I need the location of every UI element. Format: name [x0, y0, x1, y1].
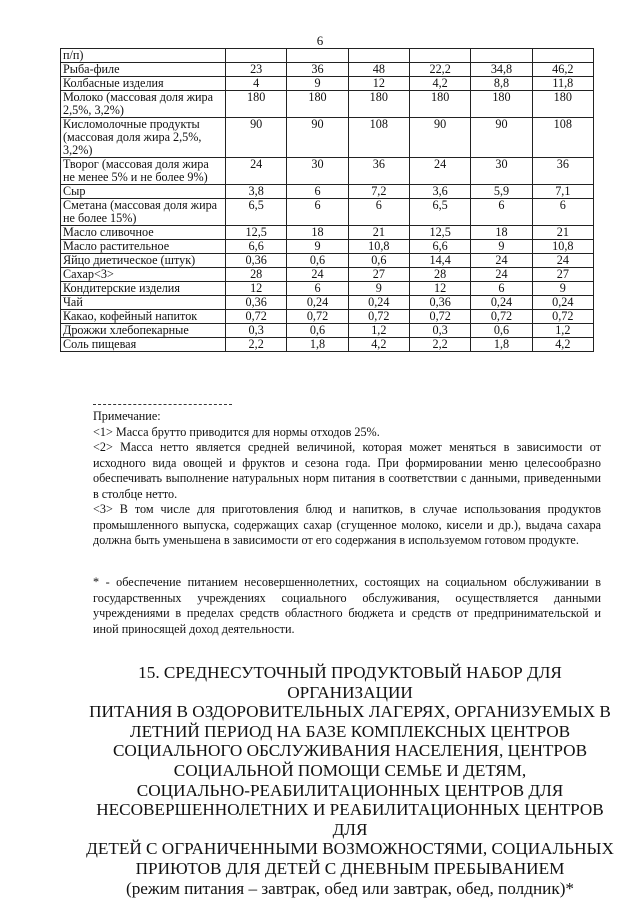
- value-cell: 0,72: [471, 310, 532, 324]
- product-name-cell: Масло растительное: [61, 240, 226, 254]
- value-cell: 6: [471, 199, 532, 226]
- value-cell: 4,2: [409, 77, 470, 91]
- value-cell: 2,2: [409, 338, 470, 352]
- value-cell: 12,5: [226, 226, 287, 240]
- footnote-3: [93, 502, 601, 549]
- value-cell: 10,8: [348, 240, 409, 254]
- value-cell: 90: [471, 118, 532, 158]
- value-cell: 24: [226, 158, 287, 185]
- section-heading-line: ПИТАНИЯ В ОЗДОРОВИТЕЛЬНЫХ ЛАГЕРЯХ, ОРГАНИЗУЕМЫХ В: [89, 702, 611, 722]
- product-name-cell: Сыр: [61, 185, 226, 199]
- value-cell: 23: [226, 63, 287, 77]
- value-cell: 1,2: [348, 324, 409, 338]
- table-row: [61, 282, 594, 296]
- section-subtitle: (режим питания – завтрак, обед или завтрак, обед, полдник)*: [125, 878, 575, 898]
- value-cell: 4,2: [348, 338, 409, 352]
- value-cell: 34,8: [471, 63, 532, 77]
- value-cell: 0,72: [409, 310, 470, 324]
- value-cell: 6: [348, 199, 409, 226]
- table-row: [61, 199, 594, 226]
- table-row: [61, 254, 594, 268]
- product-name-cell: Сахар<3>: [61, 268, 226, 282]
- product-name-cell: Молоко (массовая доля жира 2,5%, 3,2%): [61, 91, 226, 118]
- value-cell: 180: [471, 91, 532, 118]
- value-cell: 0,6: [471, 324, 532, 338]
- value-cell: 12,5: [409, 226, 470, 240]
- table-row: [61, 118, 594, 158]
- page-number: 6: [316, 33, 324, 48]
- value-cell: 9: [348, 282, 409, 296]
- value-cell: 6,5: [226, 199, 287, 226]
- table-row: [61, 324, 594, 338]
- value-cell: 0,24: [287, 296, 348, 310]
- product-name-cell: Сметана (массовая доля жира не более 15%): [61, 199, 226, 226]
- footnotes: [93, 404, 601, 549]
- value-cell: 14,4: [409, 254, 470, 268]
- table-row: [61, 240, 594, 254]
- value-cell: 90: [226, 118, 287, 158]
- value-cell: 12: [409, 282, 470, 296]
- table-row: [61, 338, 594, 352]
- value-cell: 0,3: [226, 324, 287, 338]
- value-cell: 6,6: [226, 240, 287, 254]
- section-heading-line: НЕСОВЕРШЕННОЛЕТНИХ И РЕАБИЛИТАЦИОННЫХ ЦЕНТРОВ ДЛЯ: [96, 800, 604, 839]
- value-cell: 9: [532, 282, 593, 296]
- value-cell: 36: [348, 158, 409, 185]
- value-cell: 0,72: [348, 310, 409, 324]
- value-cell: 9: [287, 77, 348, 91]
- value-cell: 18: [471, 226, 532, 240]
- value-cell: 30: [287, 158, 348, 185]
- value-cell: 0,72: [226, 310, 287, 324]
- table-row: [61, 185, 594, 199]
- value-cell: 28: [409, 268, 470, 282]
- value-cell: 12: [226, 282, 287, 296]
- product-name-cell: Яйцо диетическое (штук): [61, 254, 226, 268]
- table-row: [61, 77, 594, 91]
- table-row: [61, 268, 594, 282]
- table-header-empty-cell: [409, 49, 470, 63]
- asterisk-note: * - обеспечение питанием несовершеннолетних, состоящих на социальном обслуживании в государственных учреждениях социального обслуживания, осуществляется данными учреждениями в пределах средств областного бюджета и средств от предпринимательской и иной приносящей доход деятельности.: [93, 575, 601, 636]
- table-row: [61, 296, 594, 310]
- value-cell: 2,2: [226, 338, 287, 352]
- section-heading-line: СОЦИАЛЬНОЙ ПОМОЩИ СЕМЬЕ И ДЕТЯМ,: [173, 760, 527, 780]
- footnote-1: [93, 425, 601, 441]
- value-cell: 6: [287, 185, 348, 199]
- value-cell: 0,3: [409, 324, 470, 338]
- section-heading-line: СОЦИАЛЬНО-РЕАБИЛИТАЦИОННЫХ ЦЕНТРОВ ДЛЯ: [136, 780, 564, 800]
- value-cell: 7,1: [532, 185, 593, 199]
- value-cell: 24: [409, 158, 470, 185]
- value-cell: 0,72: [532, 310, 593, 324]
- section-heading-line: ПРИЮТОВ ДЛЯ ДЕТЕЙ С ДНЕВНЫМ ПРЕБЫВАНИЕМ: [135, 858, 565, 878]
- value-cell: 180: [409, 91, 470, 118]
- value-cell: 24: [287, 268, 348, 282]
- notes-title: Примечание:: [93, 409, 161, 423]
- product-name-cell: Рыба-филе: [61, 63, 226, 77]
- table-row: [61, 63, 594, 77]
- value-cell: 24: [471, 254, 532, 268]
- value-cell: 10,8: [532, 240, 593, 254]
- value-cell: 108: [532, 118, 593, 158]
- footnote-2-text: Масса нетто является средней величиной, которая может меняться в зависимости от исходного вида овощей и фруктов и сезона года. При формировании меню целесообразно обеспечивать выполнение натуральных норм питания в соответствии с данными, приведенными в столбце нетто.: [93, 440, 601, 501]
- value-cell: 3,6: [409, 185, 470, 199]
- value-cell: 180: [532, 91, 593, 118]
- value-cell: 27: [532, 268, 593, 282]
- table-row: [61, 226, 594, 240]
- value-cell: 24: [471, 268, 532, 282]
- product-name-cell: Творог (массовая доля жира не менее 5% и не более 9%): [61, 158, 226, 185]
- footnote-3-marker: <3>: [93, 502, 113, 516]
- value-cell: 8,8: [471, 77, 532, 91]
- value-cell: 1,8: [471, 338, 532, 352]
- footnote-3-text: В том числе для приготовления блюд и напитков, в случае использования продуктов промышленного выпуска, содержащих сахар (сгущенное молоко, кисели и др.), выдача сахара должна быть уменьшена в зависимости от его содержания в используемом готовом продукте.: [93, 502, 601, 547]
- value-cell: 27: [348, 268, 409, 282]
- footnote-1-text: Масса брутто приводится для нормы отходов 25%.: [112, 424, 380, 439]
- value-cell: 12: [348, 77, 409, 91]
- value-cell: 22,2: [409, 63, 470, 77]
- value-cell: 9: [287, 240, 348, 254]
- table-header-row: [61, 49, 594, 63]
- value-cell: 21: [532, 226, 593, 240]
- value-cell: 0,72: [287, 310, 348, 324]
- value-cell: 11,8: [532, 77, 593, 91]
- section-heading-line: ДЕТЕЙ С ОГРАНИЧЕННЫМИ ВОЗМОЖНОСТЯМИ, СОЦИАЛЬНЫХ: [86, 839, 614, 859]
- value-cell: 30: [471, 158, 532, 185]
- value-cell: 21: [348, 226, 409, 240]
- footnote-2-marker: <2>: [93, 440, 113, 454]
- product-name-cell: Кисломолочные продукты (массовая доля жира 2,5%, 3,2%): [61, 118, 226, 158]
- table-header-cell: п/п): [61, 49, 226, 63]
- value-cell: 24: [532, 254, 593, 268]
- value-cell: 36: [532, 158, 593, 185]
- table-header-empty-cell: [348, 49, 409, 63]
- food-norms-table: [60, 48, 594, 352]
- value-cell: 1,2: [532, 324, 593, 338]
- value-cell: 90: [287, 118, 348, 158]
- value-cell: 6: [471, 282, 532, 296]
- value-cell: 0,6: [348, 254, 409, 268]
- product-name-cell: Масло сливочное: [61, 226, 226, 240]
- value-cell: 180: [348, 91, 409, 118]
- value-cell: 0,6: [287, 254, 348, 268]
- table-row: [61, 91, 594, 118]
- table-row: [61, 158, 594, 185]
- value-cell: 5,9: [471, 185, 532, 199]
- footnote-2: [93, 440, 601, 502]
- value-cell: 0,6: [287, 324, 348, 338]
- value-cell: 90: [409, 118, 470, 158]
- value-cell: 6,5: [409, 199, 470, 226]
- value-cell: 7,2: [348, 185, 409, 199]
- value-cell: 46,2: [532, 63, 593, 77]
- value-cell: 6,6: [409, 240, 470, 254]
- product-name-cell: Кондитерские изделия: [61, 282, 226, 296]
- table-header-empty-cell: [471, 49, 532, 63]
- value-cell: 1,8: [287, 338, 348, 352]
- value-cell: 0,36: [226, 296, 287, 310]
- value-cell: 36: [287, 63, 348, 77]
- section-heading-line: 15. СРЕДНЕСУТОЧНЫЙ ПРОДУКТОВЫЙ НАБОР ДЛЯ ОРГАНИЗАЦИИ: [138, 663, 562, 702]
- value-cell: 6: [287, 199, 348, 226]
- table-header-empty-cell: [532, 49, 593, 63]
- value-cell: 0,36: [409, 296, 470, 310]
- value-cell: 108: [348, 118, 409, 158]
- value-cell: 6: [287, 282, 348, 296]
- value-cell: 180: [226, 91, 287, 118]
- table-row: [61, 310, 594, 324]
- value-cell: 0,24: [532, 296, 593, 310]
- value-cell: 48: [348, 63, 409, 77]
- product-name-cell: Чай: [61, 296, 226, 310]
- value-cell: 28: [226, 268, 287, 282]
- value-cell: 4: [226, 77, 287, 91]
- product-name-cell: Дрожжи хлебопекарные: [61, 324, 226, 338]
- product-name-cell: Какао, кофейный напиток: [61, 310, 226, 324]
- value-cell: 4,2: [532, 338, 593, 352]
- value-cell: 0,36: [226, 254, 287, 268]
- footnote-separator: [93, 404, 232, 405]
- value-cell: 3,8: [226, 185, 287, 199]
- value-cell: 0,24: [471, 296, 532, 310]
- value-cell: 0,24: [348, 296, 409, 310]
- table-header-empty-cell: [287, 49, 348, 63]
- product-name-cell: Колбасные изделия: [61, 77, 226, 91]
- section-heading-line: ЛЕТНИЙ ПЕРИОД НА БАЗЕ КОМПЛЕКСНЫХ ЦЕНТРОВ: [129, 721, 571, 741]
- section-heading: [85, 663, 615, 898]
- section-heading-line: СОЦИАЛЬНОГО ОБСЛУЖИВАНИЯ НАСЕЛЕНИЯ, ЦЕНТРОВ: [112, 741, 588, 761]
- footnote-1-marker: <1>: [93, 424, 113, 439]
- value-cell: 6: [532, 199, 593, 226]
- value-cell: 180: [287, 91, 348, 118]
- table-header-empty-cell: [226, 49, 287, 63]
- product-name-cell: Соль пищевая: [61, 338, 226, 352]
- value-cell: 9: [471, 240, 532, 254]
- value-cell: 18: [287, 226, 348, 240]
